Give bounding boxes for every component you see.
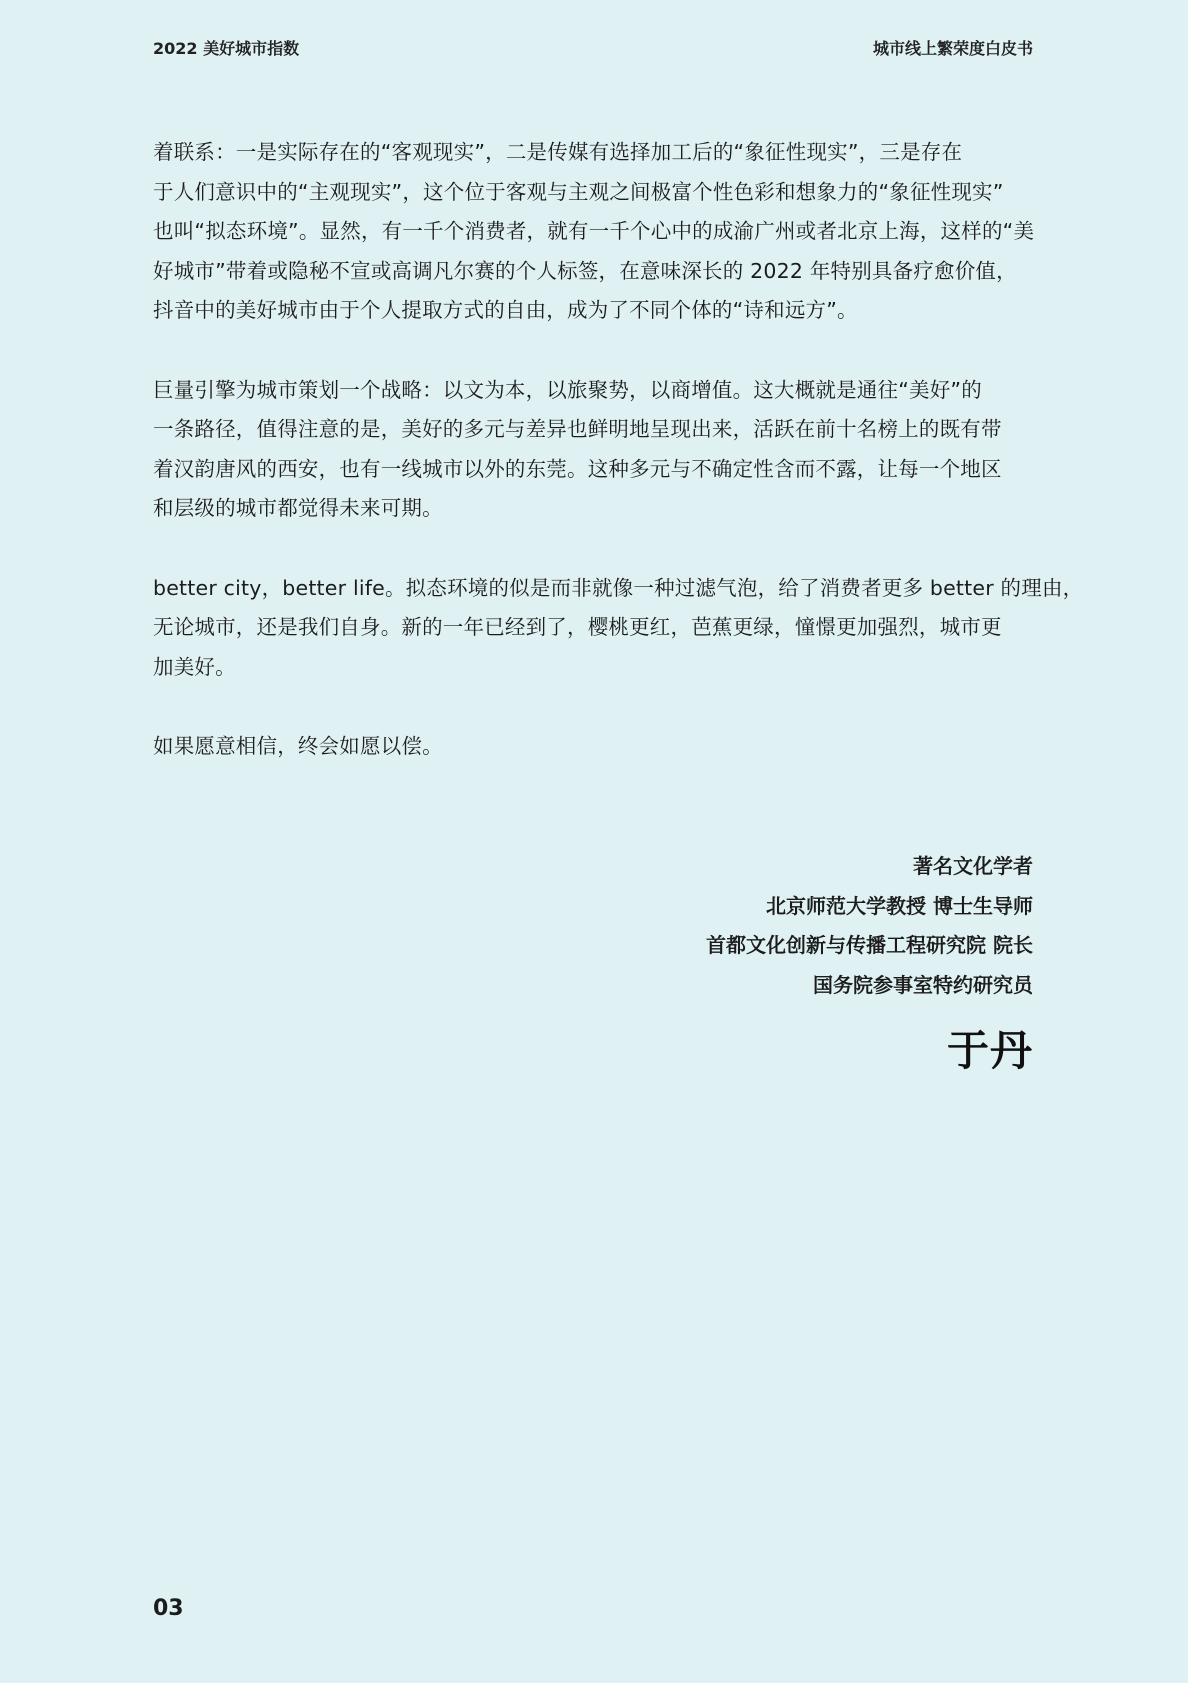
paragraph-1 (153, 133, 1038, 331)
text-line: 加美好。 (153, 654, 236, 679)
author-title: 北京师范大学教授 博士生导师 (766, 893, 1033, 918)
author-title: 首都文化创新与传播工程研究院 院长 (706, 933, 1033, 957)
author-signature (706, 847, 1033, 1077)
text-line: 巨量引擎为城市策划一个战略：以文为本，以旅聚势，以商增值。这大概就是通往“美好”的 (153, 377, 982, 402)
author-title: 著名文化学者 (913, 854, 1033, 878)
text-line: 好城市”带着或隐秘不宣或高调凡尔赛的个人标签，在意味深长的 2022 年特别具备疗愈价值， (153, 258, 1017, 283)
text-line: 抖音中的美好城市由于个人提取方式的自由，成为了不同个体的“诗和远方”。 (153, 298, 858, 322)
text-line: 着汉韵唐风的西安，也有一线城市以外的东莞。这种多元与不确定性含而不露，让每一个地区 (153, 456, 1002, 481)
author-title: 国务院参事室特约研究员 (813, 972, 1033, 997)
page-number: 03 (153, 1596, 184, 1621)
header-report-title: 2022 美好城市指数 (153, 39, 300, 58)
paragraph-4 (153, 727, 1038, 767)
author-name: 于丹 (946, 1026, 1033, 1075)
paragraph-3 (153, 569, 1084, 688)
text-line: 一条路径，值得注意的是，美好的多元与差异也鲜明地呈现出来，活跃在前十名榜上的既有带 (153, 417, 1002, 441)
text-line: 于人们意识中的“主观现实”，这个位于客观与主观之间极富个性色彩和想象力的“象征性现实” (153, 179, 1004, 204)
text-line: 无论城市，还是我们自身。新的一年已经到了，樱桃更红，芭蕉更绿，憧憬更加强烈，城市更 (153, 615, 1002, 639)
paragraph-2 (153, 371, 1038, 529)
text-line: 着联系：一是实际存在的“客观现实”，二是传媒有选择加工后的“象征性现实”，三是存在 (153, 140, 963, 164)
text-line: better city，better life。拟态环境的似是而非就像一种过滤气泡，给了消费者更多 better 的理由， (153, 575, 1084, 600)
body-text (153, 133, 1084, 807)
text-line: 也叫“拟态环境”。显然，有一千个消费者，就有一千个心中的成渝广州或者北京上海，这样的“美 (153, 219, 1035, 243)
header-whitepaper-title: 城市线上繁荣度白皮书 (872, 39, 1033, 58)
text-line: 如果愿意相信，终会如愿以偿。 (153, 734, 443, 758)
text-line: 和层级的城市都觉得未来可期。 (153, 496, 443, 520)
